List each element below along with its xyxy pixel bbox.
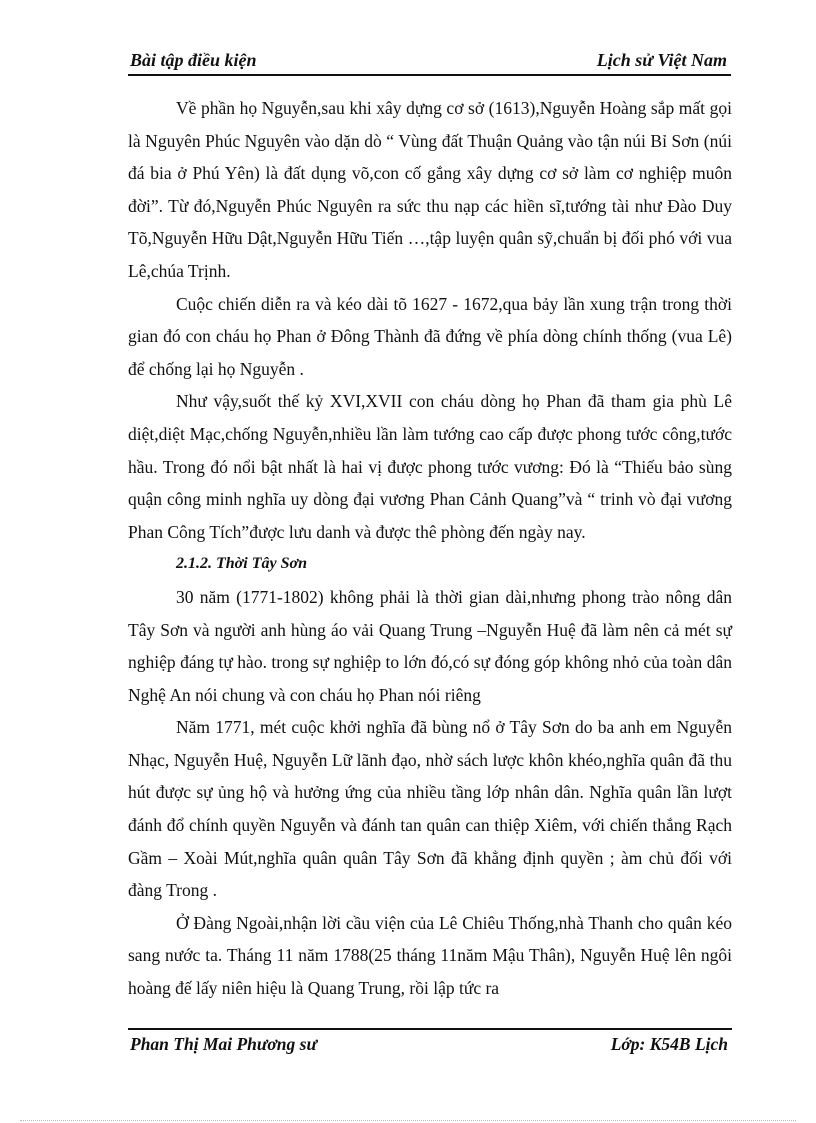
paragraph-uprising-1771: Năm 1771, mét cuộc khởi nghĩa đã bùng nổ ở Tây Sơn do ba anh em Nguyễn Nhạc, Nguyễn Huệ, Nguyễn Lữ lãnh đạo, nhờ sách lược khôn khéo,nghĩa quân đã thu hút được sự ủng hộ và hưởng ứng của nhiều tầng lớp nhân dân. Nghĩa quân lần lượt đánh đổ chính quyền Nguyễn và đánh tan quân can thiệp Xiêm, với chiến thắng Rạch Gầm – Xoài Mút,nghĩa quân quân Tây Sơn đã khẳng định quyền ; àm chủ đối với đàng Trong . bbox=[128, 717, 732, 901]
header-course-title: Bài tập điều kiện bbox=[130, 50, 257, 70]
document-body bbox=[128, 92, 732, 1005]
paragraph-tay-son-30-years: 30 năm (1771-1802) không phải là thời gian dài,nhưng phong trào nông dân Tây Sơn và người anh hùng áo vải Quang Trung –Nguyễn Huệ đã làm nên cả mét sự nghiệp đáng tự hào. trong sự nghiệp to lớn đó,có sự đóng góp không nhỏ của toàn dân Nghệ An nói chung và con cháu họ Phan nói riêng bbox=[128, 586, 732, 705]
footer-class: Lớp: K54B Lịch bbox=[610, 1034, 728, 1054]
section-heading-tay-son: 2.1.2. Thời Tây Sơn bbox=[176, 555, 307, 573]
paragraph-war-1627: Cuộc chiến diễn ra và kéo dài tõ 1627 - 1672,qua bảy lần xung trận trong thời gian đó con cháu họ Phan ở Đông Thành đã đứng về phía dòng chính thống (vua Lê) để chống lại họ Nguyễn . bbox=[128, 293, 732, 379]
paragraph-dang-ngoai: Ở Đàng Ngoài,nhận lời cầu viện của Lê Chiêu Thống,nhà Thanh cho quân kéo sang nước ta. Tháng 11 năm 1788(25 tháng 11năm Mậu Thân), Nguyễn Huệ lên ngôi hoàng đế lấy niên hiệu là Quang Trung, rồi lập tức ra bbox=[128, 912, 732, 999]
header-subject: Lịch sử Việt Nam bbox=[596, 50, 727, 70]
footer-author: Phan Thị Mai Phương sư bbox=[130, 1034, 317, 1054]
paragraph-nguyen-house: Về phần họ Nguyễn,sau khi xây dựng cơ sở (1613),Nguyễn Hoàng sắp mất gọi là Nguyên Phúc Nguyên vào dặn dò “ Vùng đất Thuận Quảng vào tận núi Bỉ Sơn (núi đá bia ở Phú Yên) là đất dụng võ,con cố gắng xây dựng cơ sở làm cơ nghiệp muôn đời”. Từ đó,Nguyễn Phúc Nguyên ra sức thu nạp các hiền sĩ,tướng tài như Đào Duy Tõ,Nguyễn Hữu Dật,Nguyễn Hữu Tiến …,tập luyện quân sỹ,chuẩn bị đối phó với vua Lê,chúa Trịnh. bbox=[128, 98, 732, 281]
paragraph-phan-clan: Như vậy,suốt thế kỷ XVI,XVII con cháu dòng họ Phan đã tham gia phù Lê diệt,diệt Mạc,chống Nguyễn,nhiều lần làm tướng cao cấp được phong tước công,tước hầu. Trong đó nổi bật nhất là hai vị được phong tước vương: Đó là “Thiếu bảo sùng quận công minh nghĩa uy dòng đại vương Phan Cảnh Quang”và “ trinh vò đại vương Phan Công Tích”được lưu danh và được thê phòng đến ngày nay. bbox=[128, 391, 732, 542]
page-bottom-border bbox=[20, 1120, 796, 1121]
footer-divider bbox=[128, 1028, 732, 1030]
page-header bbox=[128, 50, 731, 76]
